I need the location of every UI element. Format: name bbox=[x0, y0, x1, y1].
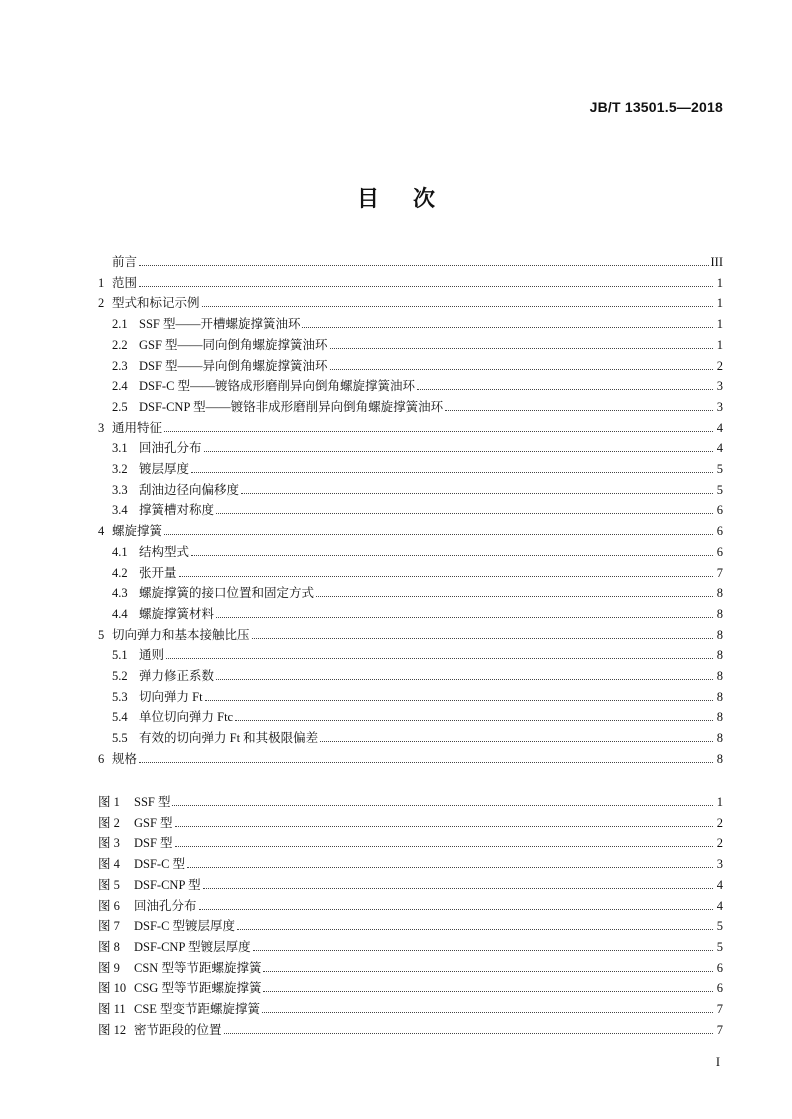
entry-title: 撑簧槽对称度 bbox=[139, 503, 215, 518]
dot-leader bbox=[175, 825, 713, 827]
entry-number: 3.3 bbox=[112, 482, 128, 497]
entry-title: DSF-CNP 型 bbox=[134, 877, 201, 892]
toc-entry[interactable] bbox=[98, 602, 723, 622]
entry-page: 1 bbox=[716, 317, 723, 332]
entry-title: 密节距段的位置 bbox=[134, 1022, 222, 1037]
dot-leader bbox=[172, 804, 713, 806]
dot-leader bbox=[330, 347, 713, 349]
entry-page: 8 bbox=[716, 731, 723, 746]
dot-leader bbox=[199, 908, 713, 910]
dot-leader bbox=[191, 471, 713, 473]
entry-page: 1 bbox=[716, 296, 723, 311]
toc-entry[interactable] bbox=[98, 643, 723, 663]
entry-number: 2.1 bbox=[112, 317, 128, 332]
figure-entry[interactable] bbox=[98, 976, 723, 996]
toc-entry[interactable] bbox=[98, 540, 723, 560]
entry-title: GSF 型 bbox=[134, 815, 173, 830]
toc-entry[interactable] bbox=[98, 498, 723, 518]
entry-page: 6 bbox=[716, 960, 723, 975]
dot-leader bbox=[164, 533, 713, 535]
entry-page: 1 bbox=[716, 275, 723, 290]
entry-title: 切向弹力和基本接触比压 bbox=[112, 627, 250, 642]
toc-entry[interactable] bbox=[98, 705, 723, 725]
toc-entry[interactable] bbox=[98, 271, 723, 291]
entry-title: 有效的切向弹力 Ft 和其极限偏差 bbox=[139, 731, 319, 746]
dot-leader bbox=[204, 450, 713, 452]
dot-leader bbox=[216, 512, 713, 514]
entry-title: 单位切向弹力 Ftc bbox=[139, 710, 234, 725]
entry-number: 3.1 bbox=[112, 441, 128, 456]
toc-entry[interactable] bbox=[98, 726, 723, 746]
dot-leader bbox=[187, 866, 713, 868]
dot-leader bbox=[191, 554, 713, 556]
entry-page: 8 bbox=[716, 689, 723, 704]
entry-page: 8 bbox=[716, 586, 723, 601]
dot-leader bbox=[316, 595, 713, 597]
entry-page: 8 bbox=[716, 627, 723, 642]
entry-title: 规格 bbox=[112, 751, 138, 766]
entry-number: 图 12 bbox=[98, 1022, 127, 1037]
entry-title: CSG 型等节距螺旋撑簧 bbox=[134, 981, 262, 996]
entry-title: DSF-CNP 型——镀铬非成形磨削异向倒角螺旋撑簧油环 bbox=[139, 399, 444, 414]
entry-page: 2 bbox=[716, 836, 723, 851]
entry-title: 切向弹力 Ft bbox=[139, 689, 203, 704]
figure-entry[interactable] bbox=[98, 1018, 723, 1038]
entry-title: 弹力修正系数 bbox=[139, 669, 215, 683]
figure-entry[interactable] bbox=[98, 811, 723, 831]
entry-number: 2 bbox=[98, 296, 105, 311]
dot-leader bbox=[224, 1032, 713, 1034]
entry-number: 2.5 bbox=[112, 399, 128, 414]
entry-number: 4 bbox=[98, 524, 105, 539]
entry-number: 图 2 bbox=[98, 815, 120, 830]
toc-entry[interactable] bbox=[98, 354, 723, 374]
entry-title: 螺旋撑簧材料 bbox=[139, 606, 215, 621]
entry-page: 8 bbox=[716, 606, 723, 621]
entry-title: 螺旋撑簧 bbox=[112, 524, 163, 539]
entry-title: GSF 型——同向倒角螺旋撑簧油环 bbox=[139, 337, 328, 352]
entry-title: 型式和标记示例 bbox=[112, 296, 200, 311]
entry-title: CSE 型变节距螺旋撑簧 bbox=[134, 1002, 261, 1016]
entry-page: 5 bbox=[716, 482, 723, 497]
dot-leader bbox=[262, 1011, 713, 1013]
dot-leader bbox=[205, 699, 713, 701]
entry-page: 7 bbox=[716, 1022, 723, 1037]
toc-entry[interactable] bbox=[98, 250, 723, 270]
toc-entry[interactable] bbox=[98, 374, 723, 394]
entry-title: 镀层厚度 bbox=[139, 462, 190, 476]
entry-title: 螺旋撑簧的接口位置和固定方式 bbox=[139, 586, 315, 601]
entry-title: SSF 型——开槽螺旋撑簧油环 bbox=[139, 317, 301, 332]
entry-title: 通用特征 bbox=[112, 420, 163, 435]
entry-number: 2.2 bbox=[112, 337, 128, 352]
dot-leader bbox=[320, 740, 713, 742]
toc-entry[interactable] bbox=[98, 685, 723, 705]
entry-page: 1 bbox=[716, 795, 723, 809]
toc-entry[interactable] bbox=[98, 747, 723, 767]
entry-page: 8 bbox=[716, 710, 723, 725]
entry-title: DSF-CNP 型镀层厚度 bbox=[134, 939, 251, 954]
toc-entry[interactable] bbox=[98, 312, 723, 332]
entry-page: III bbox=[710, 255, 723, 269]
entry-page: 6 bbox=[716, 544, 723, 559]
title-char-2: 次 bbox=[413, 187, 436, 212]
entry-number: 6 bbox=[98, 751, 105, 766]
toc-entry[interactable] bbox=[98, 519, 723, 539]
dot-leader bbox=[235, 719, 713, 721]
dot-leader bbox=[237, 928, 713, 930]
dot-leader bbox=[263, 990, 713, 992]
entry-number: 5.4 bbox=[112, 710, 128, 725]
entry-title: DSF 型 bbox=[134, 836, 173, 851]
page-number: I bbox=[715, 1055, 720, 1069]
dot-leader bbox=[216, 678, 713, 680]
dot-leader bbox=[203, 887, 713, 889]
dot-leader bbox=[302, 326, 713, 328]
toc-entry[interactable] bbox=[98, 561, 723, 581]
figure-entry[interactable] bbox=[98, 852, 723, 872]
entry-number: 5.5 bbox=[112, 731, 128, 746]
entry-page: 7 bbox=[716, 1002, 723, 1016]
entry-page: 5 bbox=[716, 919, 723, 934]
entry-title: 前言 bbox=[112, 255, 138, 269]
entry-title: 结构型式 bbox=[139, 544, 190, 559]
entry-page: 6 bbox=[716, 503, 723, 518]
dot-leader bbox=[202, 305, 713, 307]
dot-leader bbox=[417, 388, 713, 390]
dot-leader bbox=[139, 761, 713, 763]
entry-title: 回油孔分布 bbox=[134, 898, 197, 913]
entry-page: 6 bbox=[716, 981, 723, 996]
dot-leader bbox=[263, 970, 713, 972]
dot-leader bbox=[175, 845, 713, 847]
entry-number: 图 7 bbox=[98, 919, 120, 934]
entry-number: 2.4 bbox=[112, 379, 128, 394]
entry-number: 图 4 bbox=[98, 857, 120, 872]
dot-leader bbox=[179, 575, 713, 577]
entry-number: 图 5 bbox=[98, 877, 120, 892]
entry-number: 4.4 bbox=[112, 606, 128, 621]
dot-leader bbox=[139, 285, 713, 287]
dot-leader bbox=[330, 368, 713, 370]
dot-leader bbox=[164, 430, 713, 432]
toc-entry[interactable] bbox=[98, 291, 723, 311]
entry-page: 8 bbox=[716, 648, 723, 663]
entry-page: 6 bbox=[716, 524, 723, 539]
entry-title: CSN 型等节距螺旋撑簧 bbox=[134, 960, 262, 975]
entry-title: DSF 型——异向倒角螺旋撑簧油环 bbox=[139, 358, 328, 373]
toc-entry[interactable] bbox=[98, 457, 723, 477]
entry-page: 5 bbox=[716, 939, 723, 954]
entry-number: 5.2 bbox=[112, 669, 128, 683]
figure-entry[interactable] bbox=[98, 894, 723, 914]
figure-entry[interactable] bbox=[98, 873, 723, 893]
entry-page: 1 bbox=[716, 337, 723, 352]
entry-title: DSF-C 型镀层厚度 bbox=[134, 919, 236, 934]
entry-number: 4.2 bbox=[112, 565, 128, 580]
toc-entry[interactable] bbox=[98, 395, 723, 415]
entry-title: 范围 bbox=[112, 275, 138, 290]
figure-entry[interactable] bbox=[98, 997, 723, 1017]
entry-page: 3 bbox=[716, 857, 723, 872]
title-char-1: 目 bbox=[356, 187, 379, 212]
toc-entry[interactable] bbox=[98, 478, 723, 498]
entry-number: 图 11 bbox=[98, 1002, 126, 1016]
dot-leader bbox=[166, 657, 713, 659]
entry-number: 图 1 bbox=[98, 795, 120, 809]
entry-number: 5 bbox=[98, 627, 105, 642]
entry-number: 2.3 bbox=[112, 358, 128, 373]
entry-number: 5.1 bbox=[112, 648, 128, 663]
toc-entry[interactable] bbox=[98, 623, 723, 643]
entry-number: 4.3 bbox=[112, 586, 128, 601]
entry-title: 刮油边径向偏移度 bbox=[139, 482, 240, 497]
entry-title: 张开量 bbox=[139, 565, 177, 580]
entry-number: 图 9 bbox=[98, 960, 120, 975]
toc-entry[interactable] bbox=[98, 416, 723, 436]
standard-number: JB/T 13501.5—2018 bbox=[589, 99, 723, 115]
entry-number: 图 3 bbox=[98, 836, 120, 851]
entry-page: 5 bbox=[716, 462, 723, 476]
entry-title: 回油孔分布 bbox=[139, 441, 202, 456]
entry-title: SSF 型 bbox=[134, 795, 171, 809]
figure-entry[interactable] bbox=[98, 935, 723, 955]
toc-entry[interactable] bbox=[98, 436, 723, 456]
page-title bbox=[0, 182, 792, 213]
dot-leader bbox=[252, 637, 713, 639]
entry-page: 4 bbox=[716, 441, 723, 456]
toc-entry[interactable] bbox=[98, 664, 723, 684]
entry-number: 3.4 bbox=[112, 503, 128, 518]
toc-entry[interactable] bbox=[98, 581, 723, 601]
entry-page: 2 bbox=[716, 358, 723, 373]
entry-number: 图 10 bbox=[98, 981, 127, 996]
entry-title: DSF-C 型 bbox=[134, 857, 186, 872]
entry-number: 3.2 bbox=[112, 462, 128, 476]
dot-leader bbox=[445, 409, 713, 411]
figure-entry[interactable] bbox=[98, 831, 723, 851]
entry-page: 4 bbox=[716, 420, 723, 435]
dot-leader bbox=[216, 616, 713, 618]
dot-leader bbox=[139, 264, 708, 266]
entry-page: 8 bbox=[716, 751, 723, 766]
entry-number: 4.1 bbox=[112, 544, 128, 559]
figure-entry[interactable] bbox=[98, 914, 723, 934]
entry-number: 图 6 bbox=[98, 898, 120, 913]
toc-entry[interactable] bbox=[98, 333, 723, 353]
figure-entry[interactable] bbox=[98, 790, 723, 810]
entry-number: 3 bbox=[98, 420, 105, 435]
entry-page: 4 bbox=[716, 898, 723, 913]
entry-title: 通则 bbox=[139, 648, 165, 663]
entry-page: 4 bbox=[716, 877, 723, 892]
dot-leader bbox=[241, 492, 713, 494]
entry-title: DSF-C 型——镀铬成形磨削异向倒角螺旋撑簧油环 bbox=[139, 379, 416, 394]
entry-number: 5.3 bbox=[112, 689, 128, 704]
entry-page: 7 bbox=[716, 565, 723, 580]
entry-number: 1 bbox=[98, 275, 105, 290]
dot-leader bbox=[253, 949, 713, 951]
entry-number: 图 8 bbox=[98, 939, 120, 954]
figure-entry[interactable] bbox=[98, 956, 723, 976]
entry-page: 3 bbox=[716, 379, 723, 394]
entry-page: 3 bbox=[716, 399, 723, 414]
entry-page: 2 bbox=[716, 815, 723, 830]
entry-page: 8 bbox=[716, 669, 723, 683]
